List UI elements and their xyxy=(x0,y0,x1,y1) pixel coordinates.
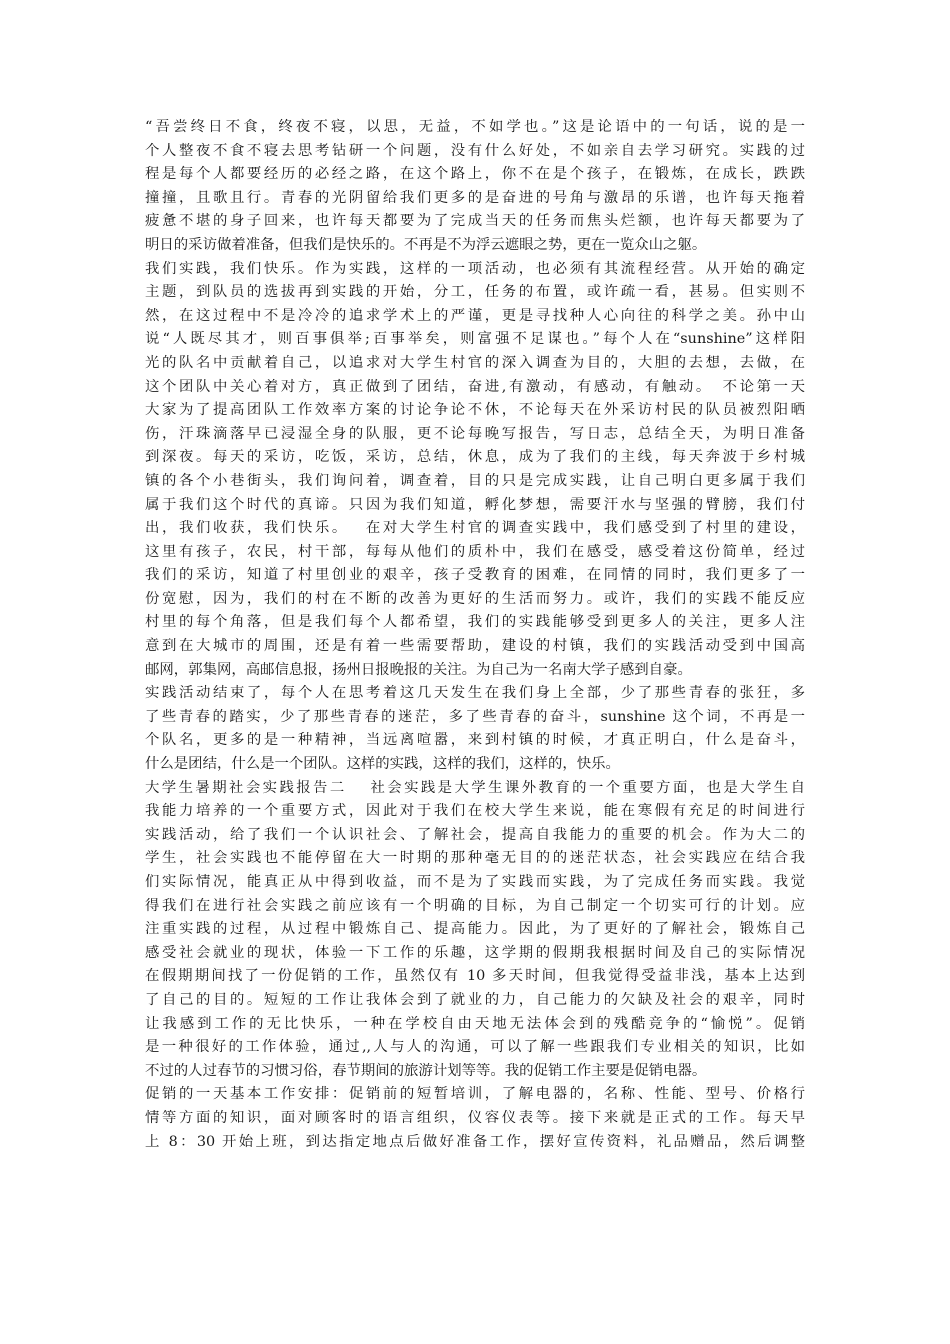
text-line: 大家为了提高团队工作效率方案的讨论争论不休，不论每天在外采访村民的队员被烈阳晒 xyxy=(145,402,805,419)
text-line: 明日的采访做着准备，但我们是快乐的。不再是不为浮云遮眼之势，更在一览众山之躯。 xyxy=(145,236,707,253)
text-line: 促销的一天基本工作安排：促销前的短暂培训，了解电器的，名称、性能、型号、价格行 xyxy=(145,1086,805,1103)
text-line: 说“人既尽其才，则百事俱举;百事举矣，则富强不足谋也。”每个人在“sunshine”这样阳 xyxy=(145,331,805,348)
text-line: 情等方面的知识，面对顾客时的语言组织，仪容仪表等。接下来就是正式的工作。每天早 xyxy=(145,1109,805,1126)
text-line: 是一种很好的工作体验，通过,,人与人的沟通，可以了解一些跟我们专业相关的知识，比如 xyxy=(145,1039,805,1056)
text-line: 了自己的目的。短短的工作让我体会到了就业的力，自己能力的欠缺及社会的艰辛，同时 xyxy=(145,991,805,1008)
text-line: 实践活动，给了我们一个认识社会、了解社会，提高自我能力的重要的机会。作为大二的 xyxy=(145,826,805,843)
text-line: 光的队名中贡献着自己，以追求对大学生村官的深入调查为目的，大胆的去想，去做，在 xyxy=(145,354,805,371)
text-line: 实践活动结束了，每个人在思考着这几天发生在我们身上全部，少了那些青春的张狂，多 xyxy=(145,685,805,702)
text-line: 邮网，郭集网，高邮信息报，扬州日报晚报的关注。为自己为一名南大学子感到自豪。 xyxy=(145,661,692,678)
text-line: 份宽慰，因为，我们的村在不断的改善为更好的生活而努力。或许，我们的实践不能反应 xyxy=(145,590,805,607)
text-line: 属于我们这个时代的真谛。只因为我们知道，孵化梦想，需要汗水与坚强的臂膀，我们付 xyxy=(145,496,805,513)
text-line: 学生，社会实践也不能停留在大一时期的那种毫无目的的迷茫状态，社会实践应在结合我 xyxy=(145,850,805,867)
text-line: 了些青春的踏实，少了那些青春的迷茫，多了些青春的奋斗，sunshine 这个词，不再是一 xyxy=(145,708,805,725)
text-line: 主题，到队员的选拔再到实践的开始，分工，任务的布置，或许疏一看，甚易。但实则不 xyxy=(145,284,805,301)
text-line: 让我感到工作的无比快乐，一种在学校自由天地无法体会到的残酷竞争的“愉悦”。促销 xyxy=(145,1015,805,1032)
text-line: 村里的每个角落，但是我们每个人都希望，我们的实践能够受到更多人的关注，更多人注 xyxy=(145,614,805,631)
text-line: 程是每个人都要经历的必经之路，在这个路上，你不在是个孩子，在锻炼，在成长，跌跌 xyxy=(145,166,805,183)
text-line: 们实际情况，能真正从中得到收益，而不是为了实践而实践，为了完成任务而实践。我觉 xyxy=(145,874,805,890)
text-line: 这里有孩子，农民，村干部，每每从他们的质朴中，我们在感受，感受着这份简单，经过 xyxy=(145,543,805,560)
text-line: 个队名，更多的是一种精神，当远离喧嚣，来到村镇的时候，才真正明白，什么是奋斗， xyxy=(145,732,805,749)
text-line: 我能力培养的一个重要方式，因此对于我们在校大学生来说，能在寒假有充足的时间进行 xyxy=(145,803,805,820)
text-line: 感受社会就业的现状，体验一下工作的乐趣，这学期的假期我根据时间及自己的实际情况 xyxy=(145,944,805,961)
document-body xyxy=(145,116,805,1154)
text-line: 意到在大城市的周围，还是有着一些需要帮助，建设的村镇，我们的实践活动受到中国高 xyxy=(145,638,805,655)
text-line: 伤，汗珠滴落早已浸湿全身的队服，更不论每晚写报告，写日志，总结全天，为明日准备 xyxy=(145,425,805,442)
text-line: “吾尝终日不食，终夜不寝，以思，无益，不如学也。”这是论语中的一句话，说的是一 xyxy=(145,119,805,135)
text-line: 我们的采访，知道了村里创业的艰辛，孩子受教育的困难，在同情的同时，我们更多了一 xyxy=(145,567,805,584)
text-line: 我们实践，我们快乐。作为实践，这样的一项活动，也必须有其流程经营。从开始的确定 xyxy=(145,260,805,277)
text-line: 然，在这过程中不是冷冷的追求学术上的严谨，更是寻找种人心向往的科学之美。孙中山 xyxy=(145,307,805,324)
text-line: 撞撞，且歌且行。青春的光阴留给我们更多的是奋进的号角与激昂的乐谱，也许每天拖着 xyxy=(145,189,805,206)
text-line: 不过的人过春节的习惯习俗，春节期间的旅游计划等等。我的促销工作主要是促销电器。 xyxy=(145,1062,707,1079)
text-line: 这个团队中关心着对方，真正做到了团结，奋进,有激动，有感动，有触动。 不论第一天 xyxy=(145,378,805,395)
text-line: 在假期期间找了一份促销的工作，虽然仅有 10 多天时间，但我觉得受益非浅，基本上达到 xyxy=(145,968,805,985)
text-line: 镇的各个小巷街头，我们询问着，调查着，目的只是完成实践，让自己明白更多属于我们 xyxy=(145,472,805,489)
text-line: 什么是团结，什么是一个团队。这样的实践，这样的我们，这样的，快乐。 xyxy=(145,756,620,773)
text-line: 大学生暑期社会实践报告二 社会实践是大学生课外教育的一个重要方面，也是大学生自 xyxy=(145,779,805,796)
text-line: 疲惫不堪的身子回来，也许每天都要为了完成当天的任务而焦头烂额，也许每天都要为了 xyxy=(145,213,805,230)
text-line: 到深夜。每天的采访，吃饭，采访，总结，休息，成为了我们的主线，每天奔波于乡村城 xyxy=(145,449,805,466)
text-line: 个人整夜不食不寝去思考钻研一个问题，没有什么好处，不如亲自去学习研究。实践的过 xyxy=(145,142,805,159)
text-line: 出，我们收获，我们快乐。 在对大学生村官的调查实践中，我们感受到了村里的建设， xyxy=(145,520,805,537)
text-line: 上 8：30 开始上班，到达指定地点后做好准备工作，摆好宣传资料，礼品赠品，然后调整 xyxy=(145,1133,805,1150)
text-line: 注重实践的过程，从过程中锻炼自己、提高能力。因此，为了更好的了解社会，锻炼自己 xyxy=(145,921,805,938)
text-line: 得我们在进行社会实践之前应该有一个明确的目标，为自己制定一个切实可行的计划。应 xyxy=(145,897,805,914)
